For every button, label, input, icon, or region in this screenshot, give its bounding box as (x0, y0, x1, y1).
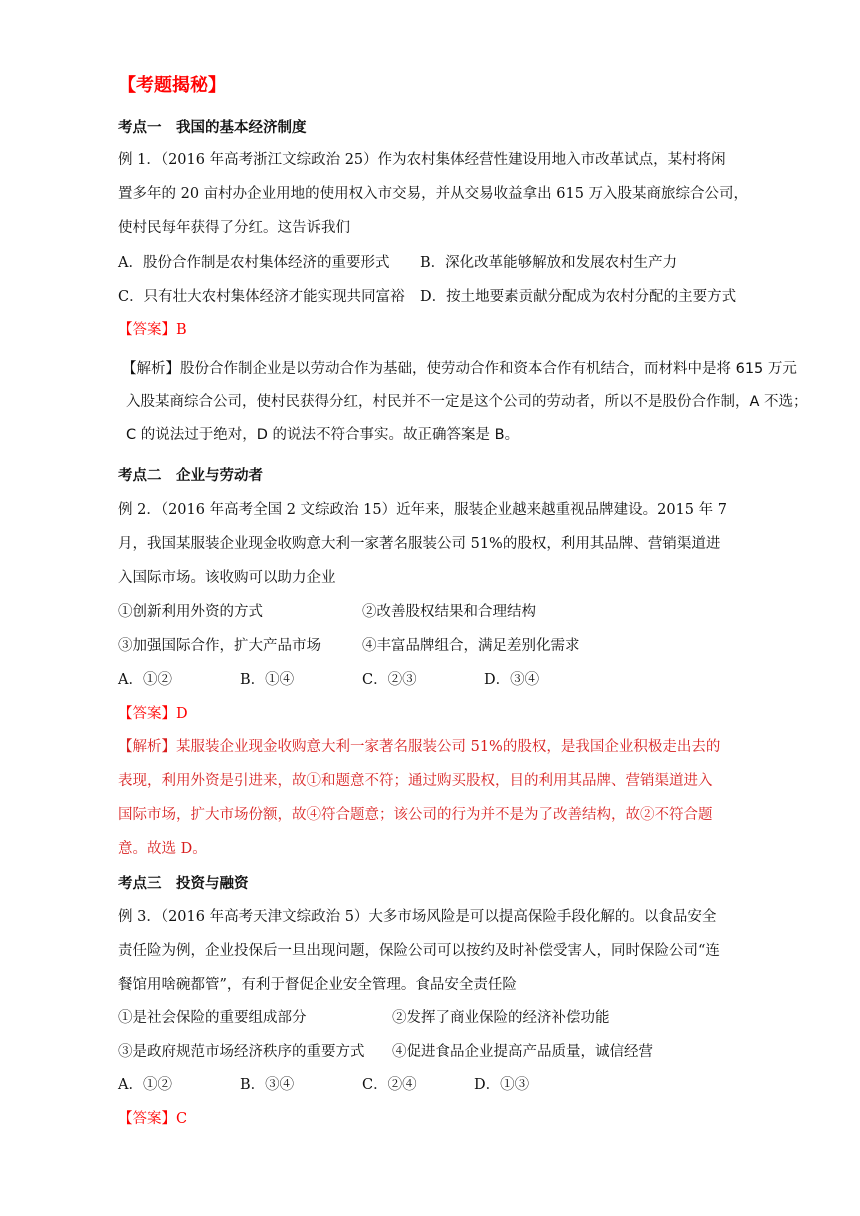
item-2-3: ②发挥了商业保险的经济补偿功能 (392, 1010, 610, 1026)
question-3-line-2: 责任险为例，企业投保后一旦出现问题，保险公司可以按约及时补偿受害人，同时保险公司“连 (118, 943, 720, 959)
question-2-line-2: 月，我国某服装企业现金收购意大利一家著名服装公司 51%的股权，利用其品牌、营销渠道进 (118, 536, 721, 552)
option-c-1: C．只有壮大农村集体经济才能实现共同富裕 (118, 289, 405, 305)
choice-b-3: B．③④ (240, 1077, 295, 1093)
question-3-line-1: 例 3．（2016 年高考天津文综政治 5）大多市场风险是可以提高保险手段化解的。以食品安全 (118, 909, 717, 925)
topic-title-1: 考点一 我国的基本经济制度 (118, 119, 307, 136)
choice-a-3: A．①② (118, 1077, 172, 1093)
analysis-2-line-2: 表现，利用外资是引进来，故①和题意不符；通过购买股权，目的利用其品牌、营销渠道进入 (118, 773, 713, 789)
item-3-2: ③加强国际合作，扩大产品市场 (118, 638, 321, 654)
section-heading: 【考题揭秘】 (118, 75, 226, 96)
topic-title-2: 考点二 企业与劳动者 (118, 467, 263, 484)
analysis-2-line-4: 意。故选 D。 (118, 841, 207, 857)
question-3-line-3: 餐馆用啥碗都管”，有利于督促企业安全管理。食品安全责任险 (118, 977, 517, 993)
choice-a-2: A．①② (118, 672, 172, 688)
analysis-2-line-1: 【解析】某服装企业现金收购意大利一家著名服装公司 51%的股权，是我国企业积极走出去的 (118, 739, 721, 755)
analysis-2-line-3: 国际市场，扩大市场份额，故④符合题意；该公司的行为并不是为了改善结构，故②不符合题 (118, 807, 713, 823)
choice-d-3: D．①③ (474, 1077, 530, 1093)
answer-3: 【答案】C (118, 1111, 188, 1127)
question-1-line-2: 置多年的 20 亩村办企业用地的使用权入市交易，并从交易收益拿出 615 万入股某商旅综合公司， (118, 186, 749, 202)
item-1-2: ①创新利用外资的方式 (118, 604, 263, 620)
choice-c-3: C．②④ (362, 1077, 417, 1093)
item-1-3: ①是社会保险的重要组成部分 (118, 1010, 307, 1026)
choice-d-2: D．③④ (484, 672, 540, 688)
option-b-1: B．深化改革能够解放和发展农村生产力 (420, 255, 678, 271)
choice-c-2: C．②③ (362, 672, 417, 688)
question-1-line-3: 使村民每年获得了分红。这告诉我们 (118, 220, 350, 236)
option-a-1: A．股份合作制是农村集体经济的重要形式 (118, 255, 390, 271)
item-2-2: ②改善股权结果和合理结构 (362, 604, 536, 620)
item-3-3: ③是政府规范市场经济秩序的重要方式 (118, 1044, 365, 1060)
topic-title-3: 考点三 投资与融资 (118, 875, 249, 892)
item-4-3: ④促进食品企业提高产品质量，诚信经营 (392, 1044, 653, 1060)
question-1-line-1: 例 1．（2016 年高考浙江文综政治 25）作为农村集体经营性建设用地入市改革试点，某村将闲 (118, 152, 726, 168)
item-4-2: ④丰富品牌组合，满足差别化需求 (362, 638, 580, 654)
option-d-1: D．按土地要素贡献分配成为农村分配的主要方式 (420, 289, 737, 305)
answer-2: 【答案】D (118, 706, 188, 722)
question-2-line-3: 入国际市场。该收购可以助力企业 (118, 570, 336, 586)
analysis-1-line-2: 入股某商综合公司，使村民获得分红，村民并不一定是这个公司的劳动者，所以不是股份合作制，A 不选； (126, 394, 808, 410)
analysis-1-line-1: 【解析】股份合作制企业是以劳动合作为基础，使劳动合作和资本合作有机结合，而材料中是将 615 万元 (122, 361, 797, 377)
answer-1: 【答案】B (118, 322, 187, 338)
question-2-line-1: 例 2．（2016 年高考全国 2 文综政治 15）近年来，服装企业越来越重视品牌建设。2015 年 7 (118, 502, 727, 518)
analysis-1-line-3: C 的说法过于绝对，D 的说法不符合事实。故正确答案是 B。 (126, 427, 520, 443)
choice-b-2: B．①④ (240, 672, 295, 688)
